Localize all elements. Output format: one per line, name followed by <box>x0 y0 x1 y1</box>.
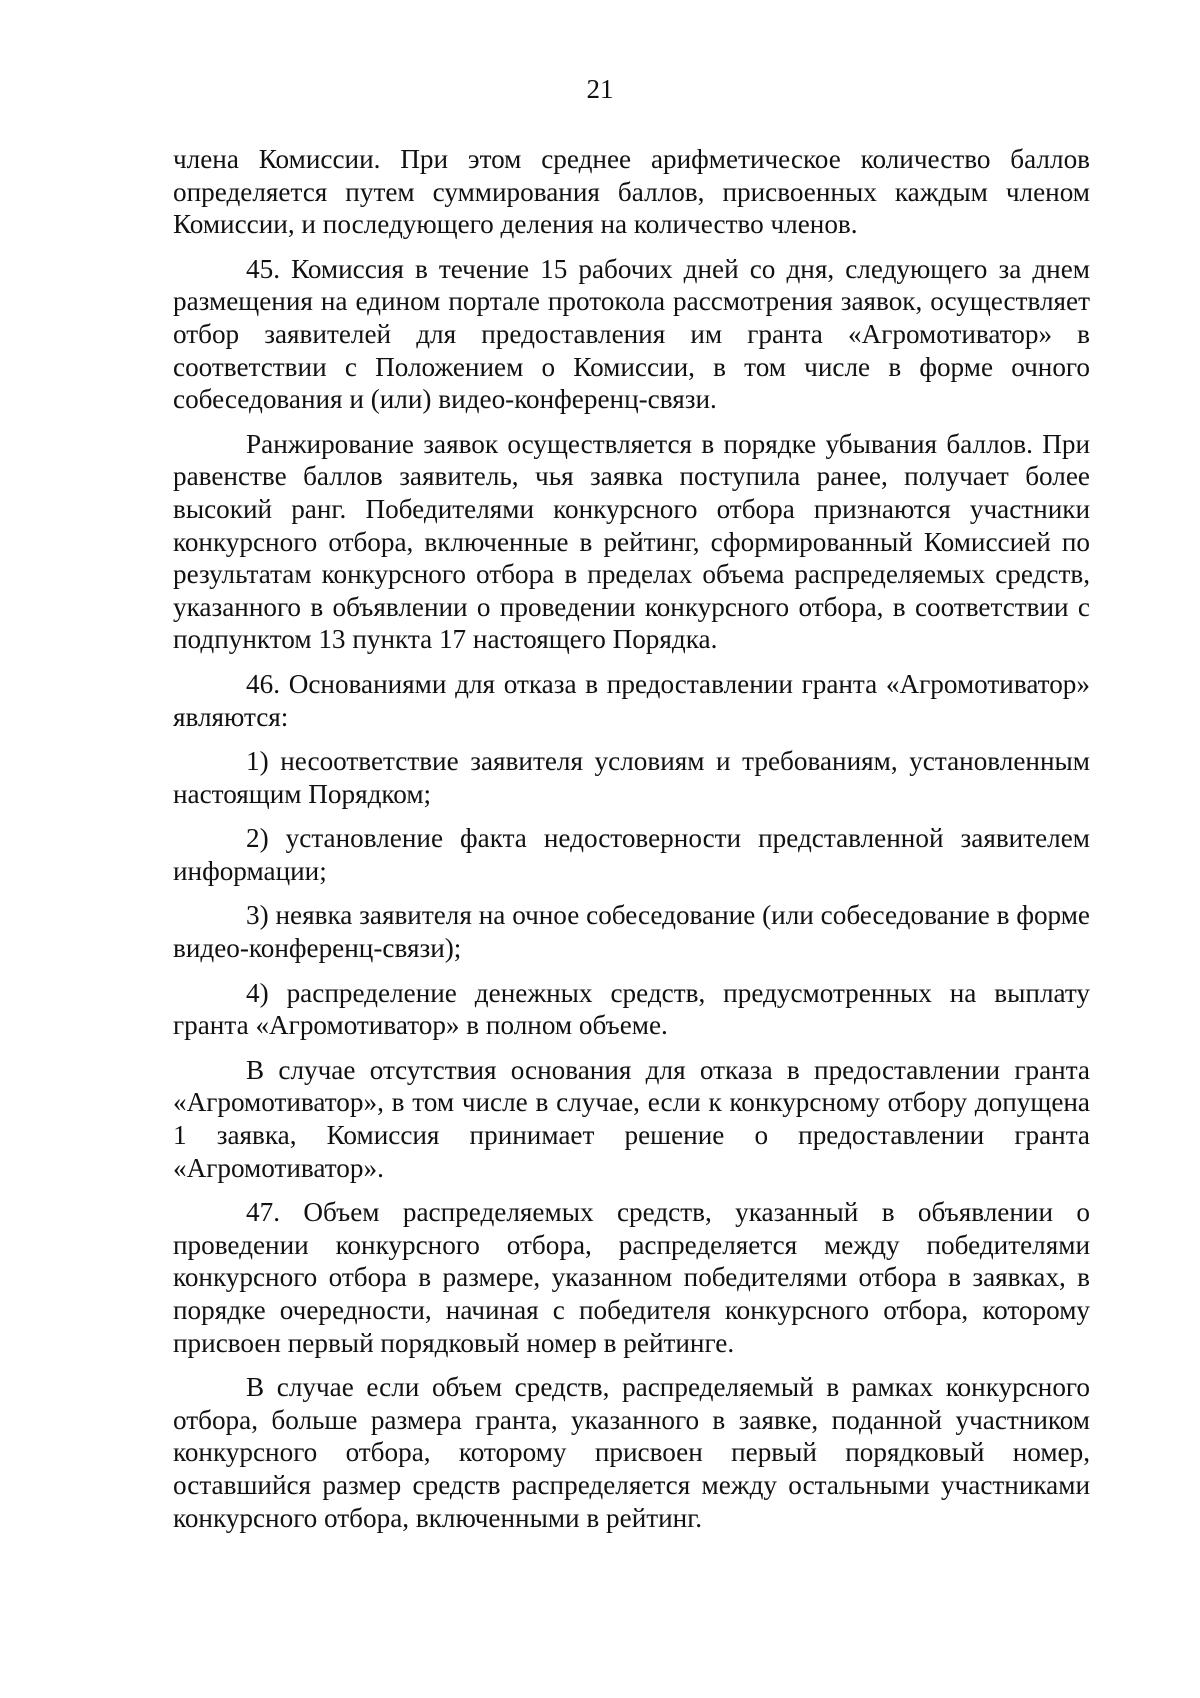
list-item-3: 3) неявка заявителя на очное собеседование (или собеседование в форме видео-конференц-связи); <box>173 900 1090 964</box>
document-body <box>173 143 1090 1546</box>
paragraph-clause-46: 46. Основаниями для отказа в предоставлении гранта «Агромотиватор» являются: <box>173 668 1090 732</box>
list-item-1: 1) несоответствие заявителя условиям и требованиям, установленным настоящим Порядком; <box>173 746 1090 809</box>
paragraph-continuation: члена Комиссии. При этом среднее арифметическое количество баллов определяется путем суммирования баллов, присвоенных каждым членом Комиссии, и последующего деления на количество членов. <box>173 144 1090 240</box>
paragraph-no-refusal: В случае отсутствия основания для отказа в предоставлении гранта «Агромотиватор», в том числе в случае, если к конкурсному отбору допущена 1 заявка, Комиссия принимает решение о предоставлении гранта «Агромотиватор». <box>173 1054 1090 1183</box>
paragraph-remaining-funds: В случае если объем средств, распределяемый в рамках конкурсного отбора, больше размера гранта, указанного в заявке, поданной участником конкурсного отбора, которому присвоен первый порядковый номер, оставшийся размер средств распределяется между остальными участниками конкурсного отбора, включенными в рейтинг. <box>173 1372 1090 1533</box>
list-item-4: 4) распределение денежных средств, предусмотренных на выплату гранта «Агромотиватор» в полном объеме. <box>173 977 1090 1041</box>
paragraph-clause-45: 45. Комиссия в течение 15 рабочих дней со дня, следующего за днем размещения на едином портале протокола рассмотрения заявок, осуществляет отбор заявителей для предоставления им гранта «Агромотиватор» в соответствии с Положением о Комиссии, в том числе в форме очного собеседования и (или) видео-конференц-связи. <box>173 253 1090 415</box>
page-number: 21 <box>586 74 614 104</box>
list-item-2: 2) установление факта недостоверности представленной заявителем информации; <box>173 823 1090 886</box>
paragraph-clause-47: 47. Объем распределяемых средств, указанный в объявлении о проведении конкурсного отбора, распределяется между победителями конкурсного отбора в размере, указанном победителями отбора в заявках, в порядке очередности, начиная с победителя конкурсного отбора, которому присвоен первый порядковый номер в рейтинге. <box>173 1197 1090 1358</box>
paragraph-ranking: Ранжирование заявок осуществляется в порядке убывания баллов. При равенстве баллов заявитель, чья заявка поступила ранее, получает более высокий ранг. Победителями конкурсного отбора признаются участники конкурсного отбора, включенные в рейтинг, сформированный Комиссией по результатам конкурсного отбора в пределах объема распределяемых средств, указанного в объявлении о проведении конкурсного отбора, в соответствии с подпунктом 13 пункта 17 настоящего Порядка. <box>173 428 1090 655</box>
